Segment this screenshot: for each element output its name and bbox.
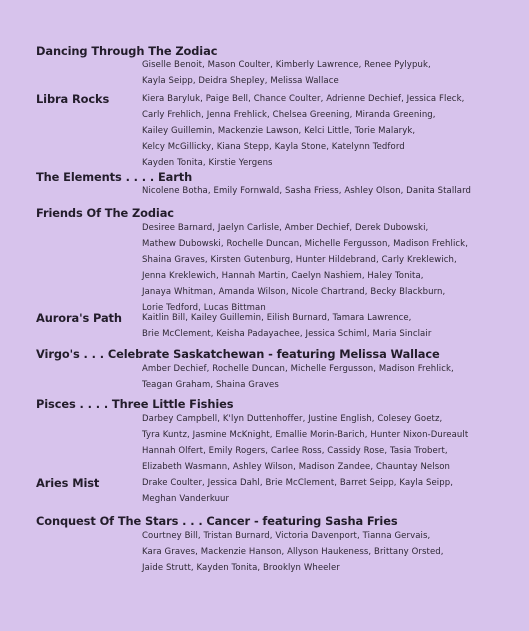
section-names [142, 476, 522, 508]
names-line: Kaitlin Bill, Kailey Guillemin, Eilish Burnard, Tamara Lawrence, [142, 313, 412, 323]
names-line: Elizabeth Wasmann, Ashley Wilson, Madison Zandee, Chauntay Nelson [142, 461, 451, 472]
names-line: Nicolene Botha, Emily Fornwald, Sasha Friess, Ashley Olson, Danita Stallard [142, 186, 472, 196]
names-line: Lorie Tedford, Lucas Bittman [142, 302, 266, 313]
section-names [142, 412, 522, 476]
names-line: Darbey Campbell, K'lyn Duttenhoffer, Justine English, Colesey Goetz, [142, 414, 443, 424]
names-line: Jaide Strutt, Kayden Tonita, Brooklyn Wheeler [142, 562, 340, 573]
names-line: Shaina Graves, Kirsten Gutenburg, Hunter Hildebrand, Carly Kreklewich, [142, 254, 457, 265]
names-line: Hannah Olfert, Emily Rogers, Carlee Ross, Cassidy Rose, Tasia Trobert, [142, 445, 448, 456]
section-names [142, 184, 522, 200]
names-line: Tyra Kuntz, Jasmine McKnight, Emallie Morin-Barich, Hunter Nixon-Dureault [142, 429, 469, 440]
names-line: Kayla Seipp, Deidra Shepley, Melissa Wallace [142, 75, 339, 86]
names-line: Kiera Baryluk, Paige Bell, Chance Coulter, Adrienne Dechief, Jessica Fleck, [142, 94, 465, 104]
names-line: Kailey Guillemin, Mackenzie Lawson, Kelci Little, Torie Malaryk, [142, 125, 416, 136]
section-title: The Elements . . . . Earth [36, 170, 193, 184]
section-title: Dancing Through The Zodiac [36, 44, 218, 58]
names-line: Kelcy McGillicky, Kiana Stepp, Kayla Stone, Katelynn Tedford [142, 141, 405, 152]
names-line: Drake Coulter, Jessica Dahl, Brie McClement, Barret Seipp, Kayla Seipp, [142, 478, 454, 488]
names-line: Amber Dechief, Rochelle Duncan, Michelle Fergusson, Madison Frehlick, [142, 364, 454, 374]
names-line: Kara Graves, Mackenzie Hanson, Allyson Haukeness, Brittany Orsted, [142, 546, 444, 557]
section-names [142, 58, 522, 90]
names-line: Kayden Tonita, Kirstie Yergens [142, 157, 273, 168]
section-names [142, 221, 522, 316]
section-title: Friends Of The Zodiac [36, 206, 174, 220]
names-line: Janaya Whitman, Amanda Wilson, Nicole Chartrand, Becky Blackburn, [142, 286, 446, 297]
section-names [142, 362, 522, 394]
section-title: Conquest Of The Stars . . . Cancer - featuring Sasha Fries [36, 514, 398, 528]
names-line: Desiree Barnard, Jaelyn Carlisle, Amber Dechief, Derek Dubowski, [142, 223, 429, 233]
names-line: Courtney Bill, Tristan Burnard, Victoria Davenport, Tianna Gervais, [142, 531, 431, 541]
section-names [142, 311, 522, 343]
names-line: Brie McClement, Keisha Padayachee, Jessica Schiml, Maria Sinclair [142, 328, 432, 339]
section-title: Virgo's . . . Celebrate Saskatchewan - featuring Melissa Wallace [36, 347, 440, 361]
section-names [142, 529, 522, 577]
section-title: Aurora's Path [36, 311, 122, 325]
section-title: Libra Rocks [36, 92, 110, 106]
names-line: Teagan Graham, Shaina Graves [142, 379, 279, 390]
section-title: Aries Mist [36, 476, 100, 490]
section-title: Pisces . . . . Three Little Fishies [36, 397, 234, 411]
names-line: Giselle Benoit, Mason Coulter, Kimberly Lawrence, Renee Pylypuk, [142, 60, 431, 70]
section-names [142, 92, 522, 172]
names-line: Carly Frehlich, Jenna Frehlick, Chelsea Greening, Miranda Greening, [142, 109, 436, 120]
names-line: Mathew Dubowski, Rochelle Duncan, Michelle Fergusson, Madison Frehlick, [142, 238, 469, 249]
names-line: Jenna Kreklewich, Hannah Martin, Caelyn Nashiem, Haley Tonita, [142, 270, 424, 281]
names-line: Meghan Vanderkuur [142, 493, 230, 504]
